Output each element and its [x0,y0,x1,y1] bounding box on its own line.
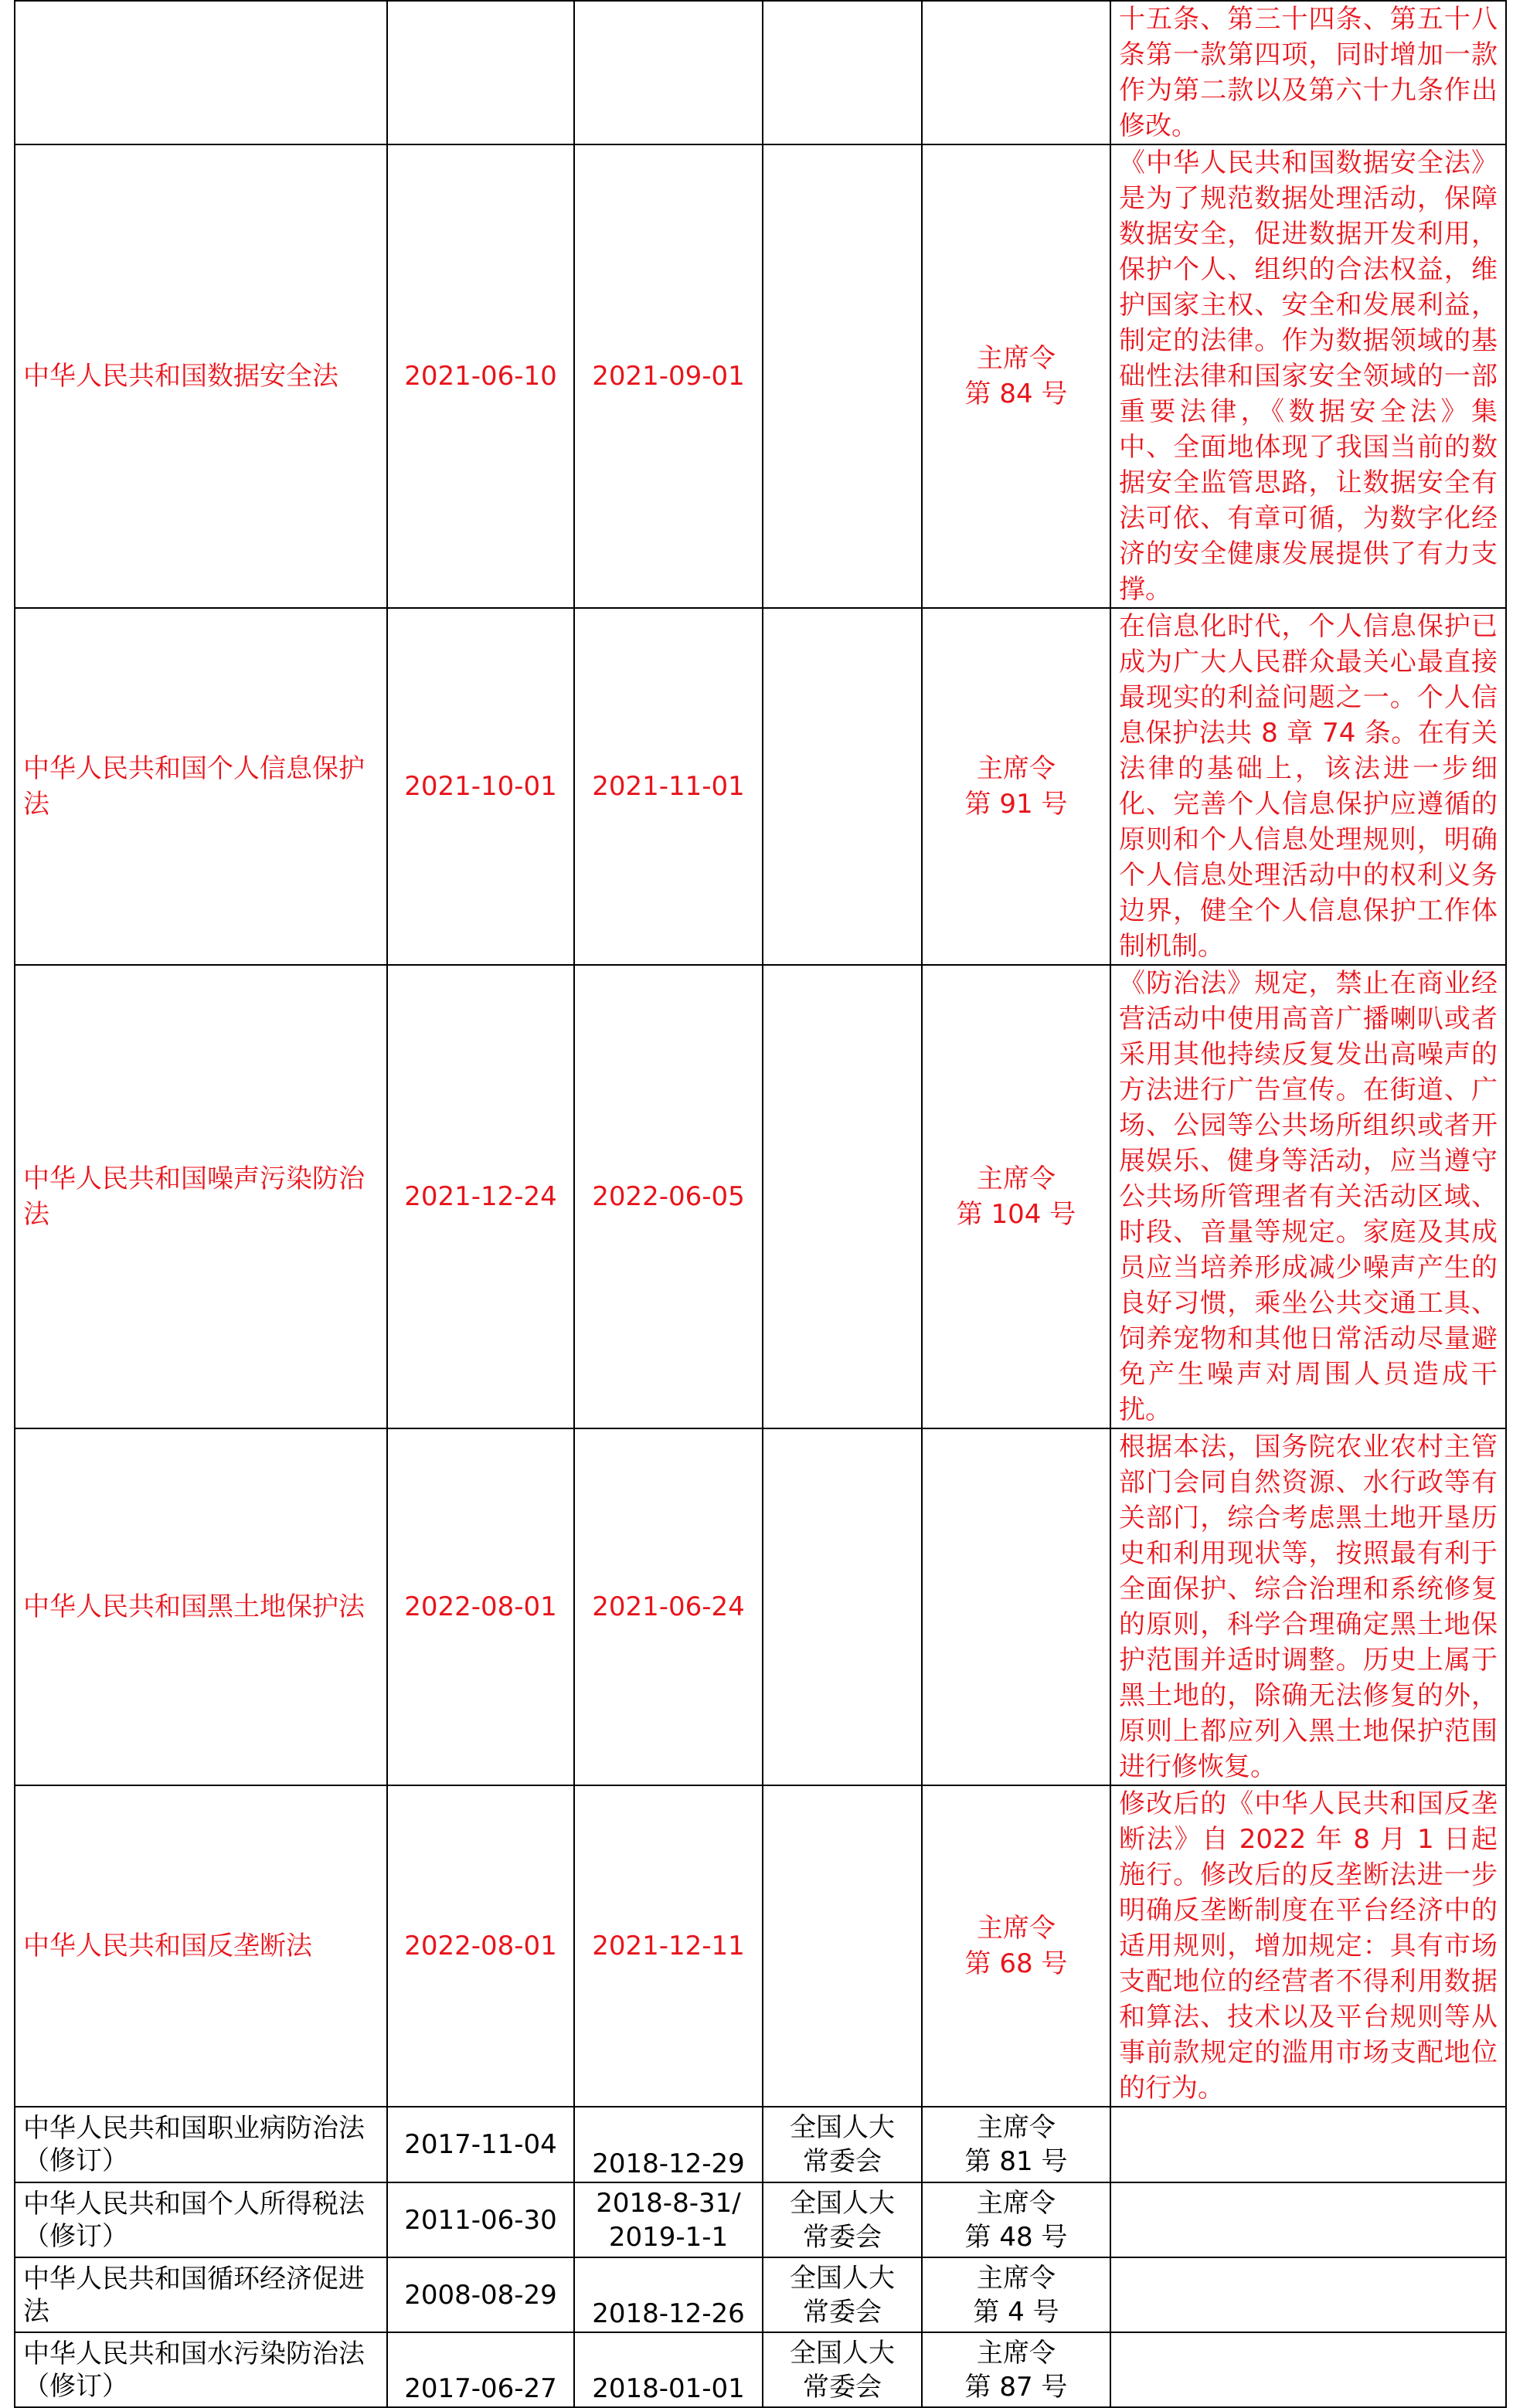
published-date-cell: 2022-08-01 [387,1785,574,2107]
table-row [15,1,1506,144]
description-cell: 十五条、第三十四条、第五十八条第一款第四项，同时增加一款作为第二款以及第六十九条作出修改。 [1110,1,1506,144]
order-number-text: 主席令 第 91 号 [964,753,1068,820]
description-cell: 《中华人民共和国数据安全法》是为了规范数据处理活动，保障数据安全，促进数据开发利用，保护个人、组织的合法权益，维护国家主权、安全和发展利益，制定的法律。作为数据领域的基础性法律和国家安全领域的一部重要法律，《数据安全法》集中、全面地体现了我国当前的数据安全监管思路，让数据安全有法可依、有章可循，为数字化经济的安全健康发展提供了有力支撑。 [1110,144,1506,608]
published-date-cell: 2017-06-27 [387,2332,574,2407]
order-number-cell [922,144,1110,608]
order-number-text: 主席令 第 68 号 [964,1913,1068,1979]
order-number-cell [922,1,1110,144]
order-number-cell [922,2257,1110,2332]
table-row [15,2107,1506,2182]
effective-date-text: 2018-8-31/ 2019-1-1 [596,2187,741,2253]
law-name-cell: 中华人民共和国水污染防治法（修订） [15,2332,387,2407]
table-row [15,144,1506,608]
issuing-org-cell [763,1785,922,2107]
table-row [15,965,1506,1428]
law-name-cell: 中华人民共和国职业病防治法（修订） [15,2107,387,2182]
issuing-org-cell [763,608,922,965]
issuing-org-cell [763,2107,922,2182]
issuing-org-cell [763,1,922,144]
law-name-cell: 中华人民共和国数据安全法 [15,144,387,608]
issuing-org-text: 全国人大 常委会 [790,2187,895,2253]
published-date-cell: 2022-08-01 [387,1428,574,1785]
table-row [15,1428,1506,1785]
effective-date-cell: 2021-11-01 [574,608,763,965]
description-cell [1110,2257,1506,2332]
description-cell: 在信息化时代，个人信息保护已成为广大人民群众最关心最直接最现实的利益问题之一。个人信息保护法共 8 章 74 条。在有关法律的基础上，该法进一步细化、完善个人信息保护应遵循的原则和个人信息处理规则，明确个人信息处理活动中的权利义务边界，健全个人信息保护工作体制机制。 [1110,608,1506,965]
order-number-text: 主席令 第 4 号 [973,2262,1059,2328]
order-number-cell [922,608,1110,965]
issuing-org-cell [763,965,922,1428]
published-date-cell [387,1,574,144]
effective-date-cell: 2018-12-26 [574,2257,763,2332]
law-name-cell: 中华人民共和国黑土地保护法 [15,1428,387,1785]
description-cell: 根据本法，国务院农业农村主管部门会同自然资源、水行政等有关部门，综合考虑黑土地开垦历史和利用现状等，按照最有利于全面保护、综合治理和系统修复的原则，科学合理确定黑土地保护范围并适时调整。历史上属于黑土地的，除确无法修复的外，原则上都应列入黑土地保护范围进行修恢复。 [1110,1428,1506,1785]
issuing-org-cell [763,2332,922,2407]
published-date-cell: 2021-12-24 [387,965,574,1428]
issuing-org-cell [763,144,922,608]
order-number-cell [922,2182,1110,2257]
table-row [15,2332,1506,2407]
table-row [15,2182,1506,2257]
published-date-cell: 2008-08-29 [387,2257,574,2332]
published-date-cell: 2021-10-01 [387,608,574,965]
law-name-cell: 中华人民共和国循环经济促进法 [15,2257,387,2332]
issuing-org-cell [763,2182,922,2257]
order-number-text: 主席令 第 84 号 [964,343,1068,409]
published-date-cell: 2021-06-10 [387,144,574,608]
law-name-cell: 中华人民共和国噪声污染防治法 [15,965,387,1428]
order-number-text: 主席令 第 81 号 [964,2112,1068,2177]
description-cell [1110,2107,1506,2182]
table-row [15,608,1506,965]
effective-date-cell: 2021-12-11 [574,1785,763,2107]
table-row [15,1785,1506,2107]
order-number-text: 主席令 第 104 号 [956,1163,1076,1230]
effective-date-cell: 2022-06-05 [574,965,763,1428]
issuing-org-text: 全国人大 常委会 [790,2337,895,2403]
published-date-cell: 2011-06-30 [387,2182,574,2257]
order-number-cell [922,1785,1110,2107]
effective-date-cell: 2018-12-29 [574,2107,763,2182]
effective-date-cell: 2021-06-24 [574,1428,763,1785]
issuing-org-text: 全国人大 常委会 [790,2112,895,2177]
description-cell [1110,2332,1506,2407]
effective-date-cell [574,2182,763,2257]
description-cell: 修改后的《中华人民共和国反垄断法》自 2022 年 8 月 1 日起施行。修改后的反垄断法进一步明确反垄断制度在平台经济中的适用规则，增加规定：具有市场支配地位的经营者不得利用数据和算法、技术以及平台规则等从事前款规定的滥用市场支配地位的行为。 [1110,1785,1506,2107]
published-date-cell: 2017-11-04 [387,2107,574,2182]
effective-date-cell: 2018-01-01 [574,2332,763,2407]
order-number-text: 主席令 第 48 号 [964,2187,1068,2253]
law-name-cell: 中华人民共和国反垄断法 [15,1785,387,2107]
laws-table [14,0,1507,2408]
law-name-cell [15,1,387,144]
law-name-cell: 中华人民共和国个人信息保护法 [15,608,387,965]
law-name-cell: 中华人民共和国个人所得税法（修订） [15,2182,387,2257]
issuing-org-cell [763,2257,922,2332]
order-number-cell [922,2332,1110,2407]
issuing-org-cell [763,1428,922,1785]
order-number-text: 主席令 第 87 号 [964,2337,1068,2403]
issuing-org-text: 全国人大 常委会 [790,2262,895,2328]
effective-date-cell: 2021-09-01 [574,144,763,608]
effective-date-cell [574,1,763,144]
table-row [15,2257,1506,2332]
order-number-cell [922,1428,1110,1785]
order-number-cell [922,965,1110,1428]
order-number-cell [922,2107,1110,2182]
description-cell [1110,2182,1506,2257]
description-cell: 《防治法》规定，禁止在商业经营活动中使用高音广播喇叭或者采用其他持续反复发出高噪声的方法进行广告宣传。在街道、广场、公园等公共场所组织或者开展娱乐、健身等活动，应当遵守公共场所管理者有关活动区域、时段、音量等规定。家庭及其成员应当培养形成减少噪声产生的良好习惯，乘坐公共交通工具、饲养宠物和其他日常活动尽量避免产生噪声对周围人员造成干扰。 [1110,965,1506,1428]
